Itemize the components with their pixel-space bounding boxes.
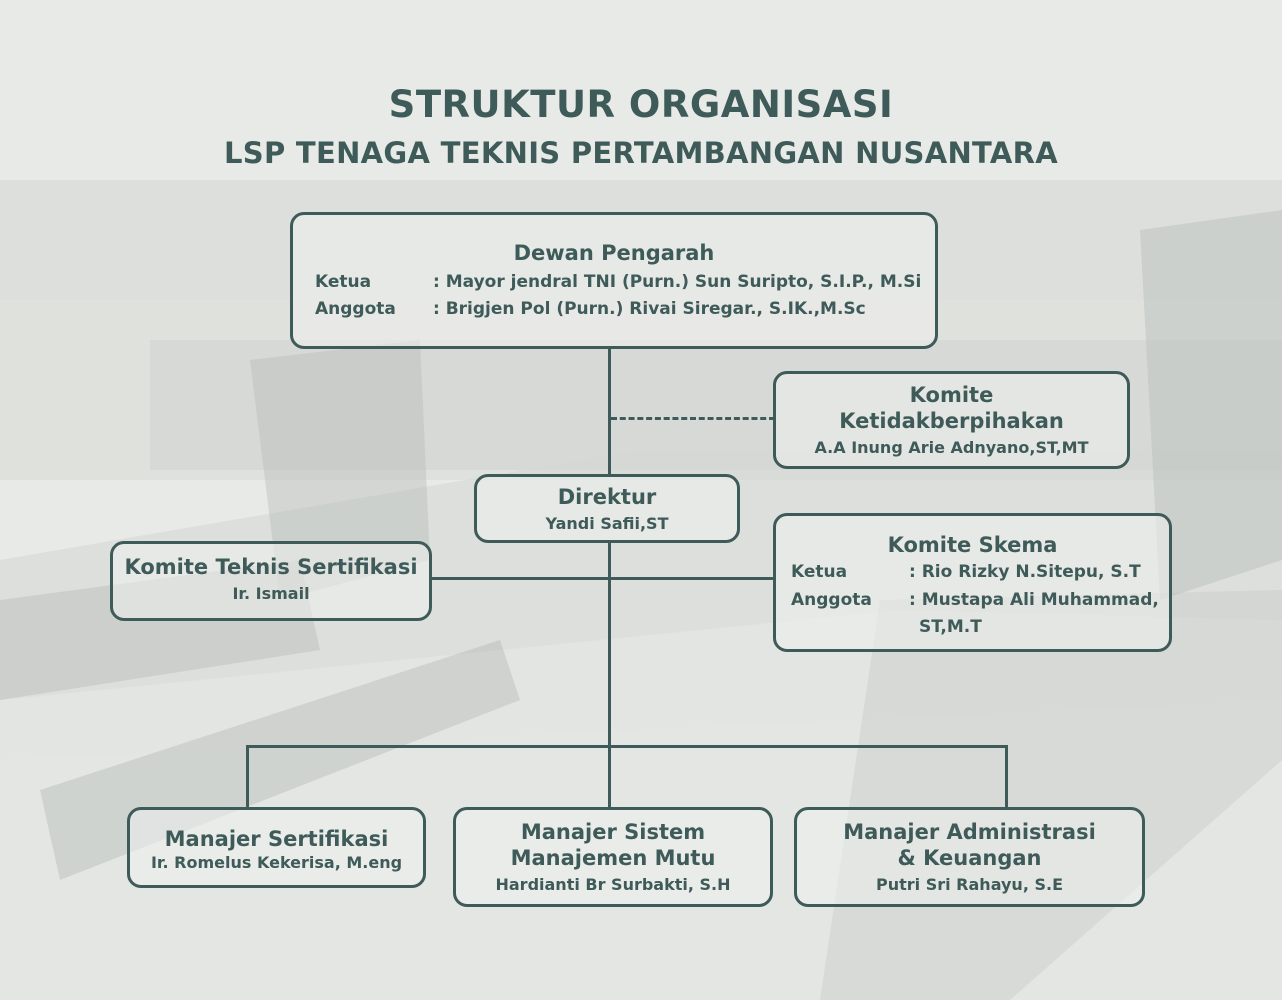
komite-teknis-sertifikasi-box (110, 541, 432, 621)
manajer-mutu-heading-line1: Manajer Sistem (520, 820, 706, 844)
komite-ketidakberpihakan-heading-line1: Komite (909, 383, 994, 407)
komite-skema-ketua-label: Ketua (791, 562, 848, 582)
dewan-anggota-label: Anggota (315, 299, 396, 319)
komite-skema-anggota-label: Anggota (791, 590, 872, 610)
manajer-admin-box (794, 807, 1145, 907)
manajer-mutu-person: Hardianti Br Surbakti, S.H (495, 875, 731, 894)
komite-ketidakberpihakan-person: A.A Inung Arie Adnyano,ST,MT (814, 438, 1089, 457)
komite-ketidakberpihakan-heading-line2: Ketidakberpihakan (839, 409, 1064, 433)
connector-manajer-sertifikasi (246, 745, 249, 807)
manajer-admin-heading-line2: & Keuangan (897, 846, 1042, 870)
manajer-mutu-heading-line2: Manajemen Mutu (510, 846, 716, 870)
direktur-person: Yandi Safii,ST (545, 514, 669, 533)
dewan-pengarah-heading: Dewan Pengarah (513, 241, 715, 265)
dewan-ketua-value: : Mayor jendral TNI (Purn.) Sun Suripto, S.I.P., M.Si (433, 272, 922, 292)
komite-skema-ketua-value: : Rio Rizky N.Sitepu, S.T (909, 562, 1141, 582)
komite-skema-anggota-value: : Mustapa Ali Muhammad, (909, 590, 1159, 610)
direktur-heading: Direktur (557, 485, 657, 509)
direktur-box (474, 474, 740, 543)
chart-title: STRUKTUR ORGANISASI (388, 83, 894, 126)
manajer-sertifikasi-box (127, 807, 426, 888)
connector-komite-teknis (430, 577, 608, 580)
dewan-pengarah-box (290, 212, 938, 349)
chart-subtitle: LSP TENAGA TEKNIS PERTAMBANGAN NUSANTARA (224, 136, 1058, 170)
connector-dewan-to-direktur (608, 347, 611, 476)
connector-manajer-admin (1005, 745, 1008, 807)
connector-komite-skema (611, 577, 776, 580)
dewan-anggota-value: : Brigjen Pol (Purn.) Rivai Siregar., S.IK.,M.Sc (433, 299, 866, 319)
komite-skema-box (773, 513, 1172, 652)
manajer-admin-person: Putri Sri Rahayu, S.E (876, 875, 1063, 894)
connector-managers-bus (246, 745, 1008, 748)
manajer-mutu-box (453, 807, 773, 907)
manajer-sertifikasi-heading: Manajer Sertifikasi (164, 827, 389, 851)
komite-skema-heading: Komite Skema (887, 533, 1058, 557)
dashed-connector-komite-ketidakberpihakan (611, 417, 775, 420)
connector-direktur-to-managers (608, 541, 611, 808)
komite-teknis-heading: Komite Teknis Sertifikasi (124, 555, 418, 579)
manajer-sertifikasi-person: Ir. Romelus Kekerisa, M.eng (150, 853, 403, 872)
dewan-ketua-label: Ketua (315, 272, 372, 292)
manajer-admin-heading-line1: Manajer Administrasi (843, 820, 1096, 844)
komite-ketidakberpihakan-box (773, 371, 1130, 469)
komite-skema-anggota-continuation: ST,M.T (919, 617, 982, 637)
komite-teknis-person: Ir. Ismail (232, 584, 310, 603)
